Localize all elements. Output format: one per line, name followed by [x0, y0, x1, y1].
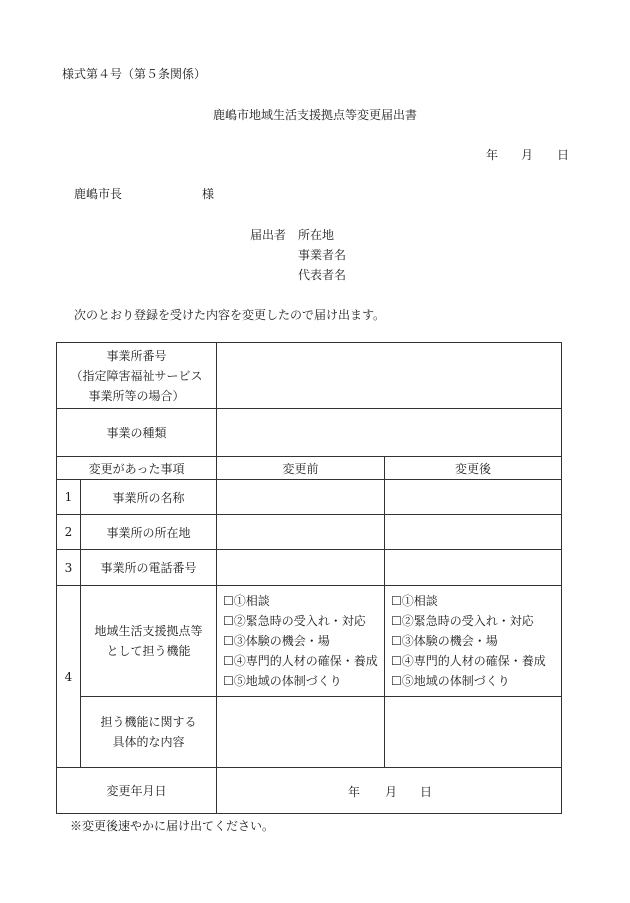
- row-label: 事業所の名称: [81, 480, 217, 515]
- checkbox-icon[interactable]: ☐: [223, 594, 234, 608]
- applicant-address-label: 所在地: [298, 228, 335, 242]
- functions-after-checklist: [385, 589, 561, 693]
- header-row: [57, 457, 562, 480]
- footer-note: ※変更後速やかに届け出てください。: [70, 819, 275, 833]
- checkbox-icon[interactable]: ☐: [223, 634, 234, 648]
- intro-text: 次のとおり登録を受けた内容を変更したので届け出ます。: [74, 308, 386, 322]
- row-number: 4: [57, 586, 81, 768]
- checkbox-item[interactable]: ☐②緊急時の受入れ・対応: [391, 611, 561, 631]
- business-type-row: [57, 409, 562, 457]
- addressee-name: 鹿嶋市長: [74, 187, 123, 201]
- after-cell[interactable]: [385, 480, 562, 515]
- row-label: 事業所の電話番号: [81, 550, 217, 586]
- business-type-label: 事業の種類: [57, 409, 217, 457]
- checkbox-icon[interactable]: ☐: [223, 614, 234, 628]
- addressee-honorific: 様: [202, 187, 215, 201]
- change-date-row: [57, 768, 562, 814]
- date-year-label: 年: [486, 148, 499, 162]
- functions-after-cell: [385, 586, 562, 697]
- checkbox-item[interactable]: ☐③体験の機会・場: [223, 631, 384, 651]
- row-number: 3: [57, 550, 81, 586]
- date-month-label: 月: [521, 148, 534, 162]
- row-label: 事業所の所在地: [81, 515, 217, 550]
- table-row: [57, 515, 562, 550]
- before-cell[interactable]: [217, 550, 385, 586]
- change-date-label: 変更年月日: [57, 768, 217, 814]
- header-before: 変更前: [217, 457, 385, 480]
- checkbox-item[interactable]: ☐④専門的人材の確保・養成: [391, 651, 561, 671]
- header-after: 変更後: [385, 457, 562, 480]
- checkbox-icon[interactable]: ☐: [391, 634, 402, 648]
- change-form-table: [56, 342, 562, 814]
- functions-before-checklist: [217, 589, 384, 693]
- checkbox-item[interactable]: ☐②緊急時の受入れ・対応: [223, 611, 384, 631]
- checkbox-item[interactable]: ☐③体験の機会・場: [391, 631, 561, 651]
- office-number-value[interactable]: [217, 343, 562, 409]
- change-date-month-label: 月: [385, 785, 398, 799]
- checkbox-icon[interactable]: ☐: [223, 654, 234, 668]
- change-date-year-label: 年: [348, 785, 361, 799]
- details-label: 担う機能に関する 具体的な内容: [81, 697, 217, 768]
- before-cell[interactable]: [217, 480, 385, 515]
- business-type-value[interactable]: [217, 409, 562, 457]
- after-cell[interactable]: [385, 550, 562, 586]
- checkbox-icon[interactable]: ☐: [391, 594, 402, 608]
- checkbox-icon[interactable]: ☐: [391, 654, 402, 668]
- applicant-business-name-label: 事業者名: [298, 248, 347, 262]
- applicant-label: 届出者: [250, 228, 287, 242]
- table-row: [57, 480, 562, 515]
- details-after-cell[interactable]: [385, 697, 562, 768]
- change-date-day-label: 日: [420, 785, 433, 799]
- change-date-value[interactable]: [217, 768, 562, 814]
- row-number: 2: [57, 515, 81, 550]
- details-before-cell[interactable]: [217, 697, 385, 768]
- office-number-row: [57, 343, 562, 409]
- form-number: 様式第４号（第５条関係）: [62, 67, 207, 81]
- checkbox-item[interactable]: ☐⑤地域の体制づくり: [223, 671, 384, 691]
- functions-label: 地域生活支援拠点等 として担う機能: [81, 586, 217, 697]
- before-cell[interactable]: [217, 515, 385, 550]
- after-cell[interactable]: [385, 515, 562, 550]
- header-changed-item: 変更があった事項: [57, 457, 217, 480]
- checkbox-icon[interactable]: ☐: [223, 674, 234, 688]
- details-row: [57, 697, 562, 768]
- date-day-label: 日: [557, 148, 570, 162]
- document-title: 鹿嶋市地域生活支援拠点等変更届出書: [212, 108, 417, 122]
- checkbox-icon[interactable]: ☐: [391, 614, 402, 628]
- checkbox-item[interactable]: ☐①相談: [223, 591, 384, 611]
- row-number: 1: [57, 480, 81, 515]
- functions-before-cell: [217, 586, 385, 697]
- checkbox-icon[interactable]: ☐: [391, 674, 402, 688]
- table-row: [57, 550, 562, 586]
- checkbox-item[interactable]: ☐④専門的人材の確保・養成: [223, 651, 384, 671]
- checkbox-item[interactable]: ☐①相談: [391, 591, 561, 611]
- office-number-label: 事業所番号 （指定障害福祉サービス 事業所等の場合）: [57, 343, 217, 409]
- checkbox-item[interactable]: ☐⑤地域の体制づくり: [391, 671, 561, 691]
- applicant-representative-label: 代表者名: [298, 268, 347, 282]
- functions-row: [57, 586, 562, 697]
